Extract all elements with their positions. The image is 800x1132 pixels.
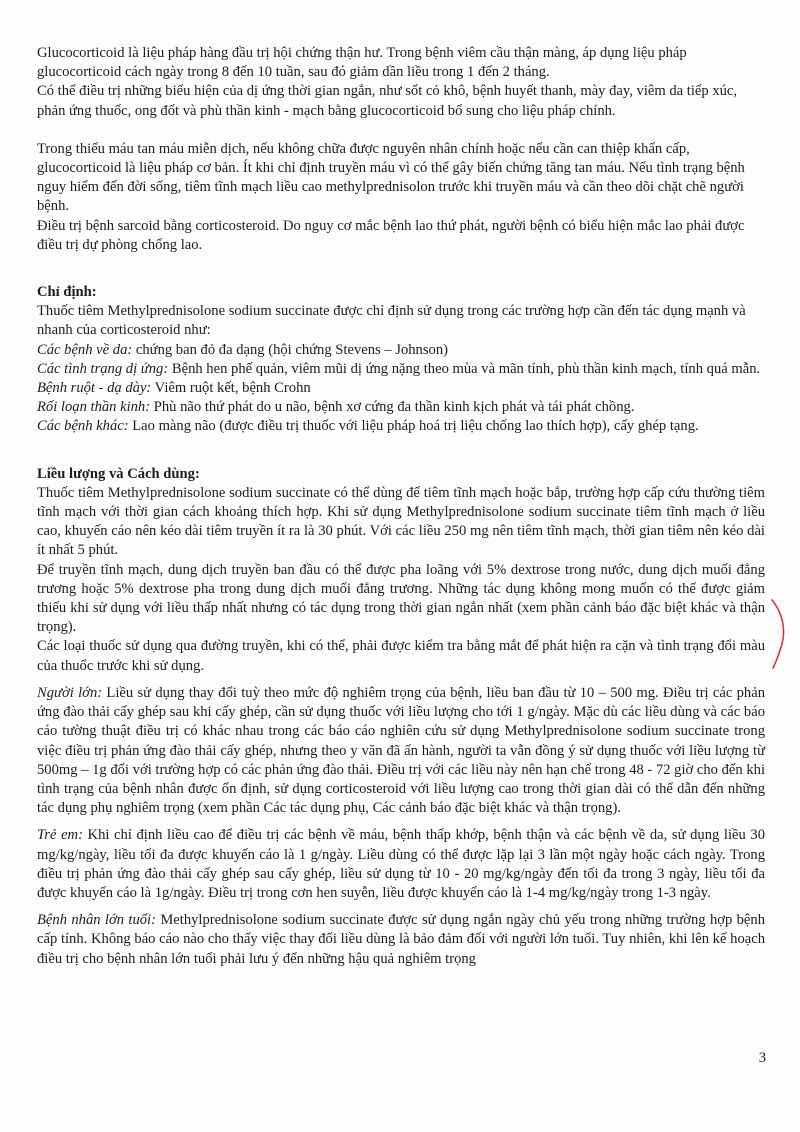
indication-item [37,417,765,436]
indication-text: chứng ban đỏ đa dạng (hội chứng Stevens – Johnson) [132,341,448,358]
indications-intro: Thuốc tiêm Methylprednisolone sodium succinate được chỉ định sử dụng trong các trường hợp cần đến tác dụng mạnh và nhanh của corticosteroid như: [37,303,746,339]
paragraph-allergy-short-term: Có thể điều trị những biểu hiện của dị ứng thời gian ngắn, như sốt cỏ khô, bệnh huyết thanh, mày đay, viêm da tiếp xúc, phản ứng thuốc, ong đốt và phù thần kinh - mạch bằng glucocorticoid bổ sung cho liệu pháp chính. [37,83,738,119]
indication-text: Lao màng não (được điều trị thuốc với liệu pháp hoá trị liệu chống lao thích hợp), cấy ghép tạng. [128,418,699,435]
indication-item [37,398,765,417]
indication-label: Các tình trạng dị ứng: [37,360,169,377]
paragraph-administration: Thuốc tiêm Methylprednisolone sodium succinate có thể dùng để tiêm tĩnh mạch hoặc bắp, trường hợp cấp cứu thường tiêm tĩnh mạch với thời gian cách khoảng thích hợp. Khi sử dụng Methylprednisolone sodium succinate tiêm tĩnh mạch ở liều cao, khuyến cáo nên kéo dài tiêm truyền ít ra là 30 phút. Với các liều 250 mg nên tiêm tĩnh mạch, thời gian tiêm nên kéo dài ít nhất 5 phút. [37,484,765,559]
paragraph-hemolytic-anemia: Trong thiếu máu tan máu miễn dịch, nếu không chữa được nguyên nhân chính hoặc nếu cần can thiệp khẩn cấp, glucocorticoid là liệu pháp cơ bản. Ít khi chỉ định truyền máu vì có thể gây biến chứng tăng tan máu. Nếu tình trạng bệnh nguy hiểm đến đời sống, tiêm tĩnh mạch liều cao methylprednisolon trước khi truyền máu và cần theo dõi chặt chẽ người bệnh. [37,140,745,215]
pen-annotation-mark [768,598,788,670]
paragraph-elderly [37,911,765,969]
adults-label: Người lớn: [37,684,103,701]
indication-text: Viêm ruột kết, bệnh Crohn [151,380,311,397]
indication-label: Các bệnh khác: [37,418,129,435]
elderly-label: Bệnh nhân lớn tuổi: [37,912,156,929]
heading-indications: Chỉ định: [37,284,97,301]
indication-text: Bệnh hen phế quản, viêm mũi dị ứng nặng theo mùa và mãn tính, phù thần kinh mạch, tính quá mẫn. [168,360,761,377]
elderly-text: Methylprednisolone sodium succinate được sử dụng ngắn ngày chủ yếu trong những trường hợp bệnh cấp tính. Không báo cáo nào cho thấy việc thay đổi liều dùng là bảo đảm đối với người lớn tuổi. Tuy nhiên, khi lên kế hoạch điều trị cho bệnh nhân lớn tuổi phải lưu ý đến những hậu quả nghiêm trọng [37,912,765,967]
adults-text: Liều sử dụng thay đổi tuỳ theo mức độ nghiêm trọng của bệnh, liều ban đầu từ 10 – 500 mg. Điều trị các phản ứng đào thải cấy ghép sau khi cấy ghép, cần sử dụng thuốc với liều lượng cho tới 1 g/ngày. Mặc dù các liều dùng và các báo cáo tường thuật điều trị có khác nhau trong các báo cáo nghiên cứu sử dụng Methylprednisolone sodium succinate trong việc điều trị phản ứng đào thải cấy ghép, nhưng theo y văn đã ấn hành, người ta vẫn đồng ý sử dụng thuốc với liều lượng từ 500mg – 1g đối với trường hợp có các phản ứng đào thải. Điều trị với các liều này nên hạn chế trong 48 - 72 giờ cho đến khi tình trạng của bệnh nhân được ổn định, sử dụng corticosteroid với liều lượng cao trong thời gian dài có thể dẫn đến những tác dụng phụ nghiêm trọng (xem phần Các tác dụng phụ, Các cảnh báo đặc biệt khác và thận trọng). [37,684,766,817]
indication-item [37,379,765,398]
indication-text: Phù não thứ phát do u não, bệnh xơ cứng đa thần kinh kịch phát và tái phát chồng. [150,399,635,416]
page-number: 3 [758,1050,766,1066]
document-body [37,44,765,969]
paragraph-children [37,826,765,903]
indication-item [37,360,765,379]
paragraph-adults [37,684,765,818]
indication-label: Các bệnh về da: [37,341,133,358]
children-text: Khi chỉ định liều cao để điều trị các bệnh về máu, bệnh thấp khớp, bệnh thận và các bệnh về da, sử dụng liều 30 mg/kg/ngày, liều tối đa được khuyến cáo là 1 g/ngày. Liều dùng có thể được lặp lại 3 lần một ngày hoặc cách ngày. Trong điều trị phản ứng đào thải cấy ghép sau cấy ghép, liều sử dụng từ 10 - 20 mg/kg/ngày đến tối đa trong 3 ngày, liều tối đa được khuyến cáo là 1g/ngày. Điều trị trong cơn hen suyễn, liều được khuyến cáo là 1-4 mg/kg/ngày trong 1-3 ngày. [37,827,765,901]
heading-dosage: Liều lượng và Cách dùng: [37,465,200,482]
paragraph-sarcoid: Điều trị bệnh sarcoid bằng corticosteroid. Do nguy cơ mắc bệnh lao thứ phát, người bệnh có biểu hiện mắc lao phải được điều trị dự phòng chống lao. [37,217,745,253]
indication-label: Bệnh ruột - dạ dày: [37,380,152,397]
paragraph-infusion-dilution: Để truyền tĩnh mạch, dung dịch truyền ban đầu có thể được pha loãng với 5% dextrose trong nước, dung dịch muối đẳng trương hoặc 5% dextrose pha trong dung dịch muối đẳng trương. Những tác dụng không mong muốn có thể được giảm thiểu khi sử dụng với liều thấp nhất nhưng có tác dụng trong thời gian ngắn nhất (xem phần cảnh báo đặc biệt khác và thận trọng). [37,561,765,636]
paragraph-visual-inspection: Các loại thuốc sử dụng qua đường truyền, khi có thể, phải được kiểm tra bằng mắt để phát hiện ra cặn và tình trạng đổi màu của thuốc trước khi sử dụng. [37,638,765,674]
indication-label: Rối loạn thần kinh: [37,399,151,416]
paragraph-glucocorticoid-nephrotic: Glucocorticoid là liệu pháp hàng đầu trị hội chứng thận hư. Trong bệnh viêm cầu thận màng, áp dụng liệu pháp glucocorticoid cách ngày trong 8 đến 10 tuần, sau đó giảm dần liều trong 1 đến 2 tháng. [37,45,687,81]
indication-item [37,341,765,360]
children-label: Trẻ em: [37,827,83,844]
